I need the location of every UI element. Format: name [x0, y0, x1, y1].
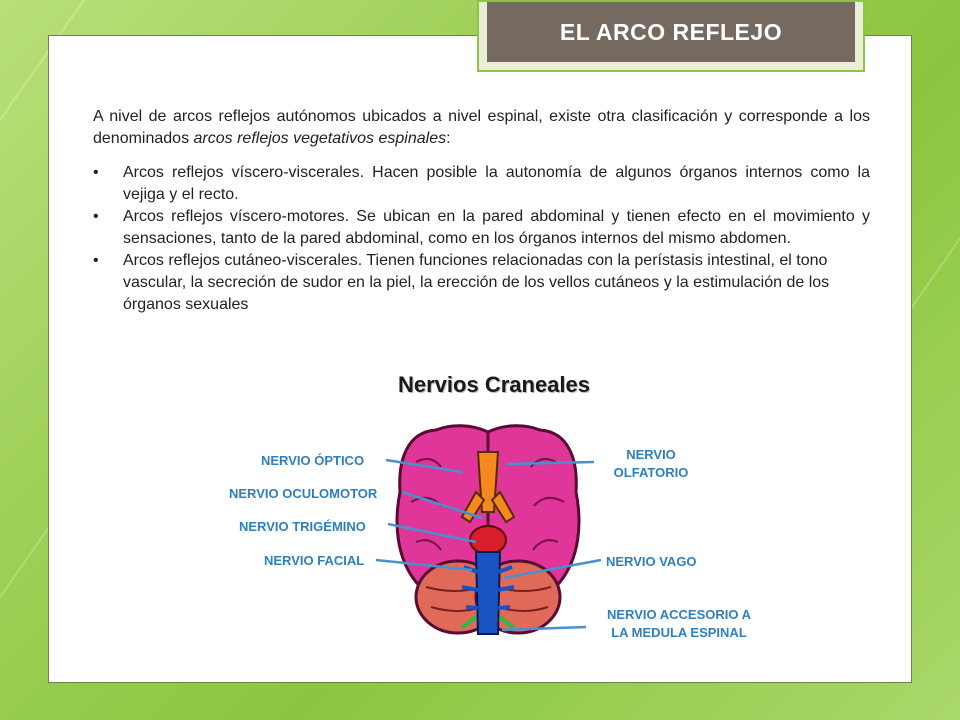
label-nervio-accesorio — [594, 606, 764, 642]
label-nervio-oculomotor: NERVIO OCULOMOTOR — [229, 486, 378, 501]
label-nervio-vago: NERVIO VAGO — [606, 554, 697, 569]
label-olfatorio-line1: NERVIO — [626, 447, 676, 462]
label-nervio-optico: NERVIO ÓPTICO — [261, 453, 365, 468]
cranial-nerves-figure — [226, 372, 766, 662]
bullet-item — [93, 206, 870, 250]
label-accesorio-line1: NERVIO ACCESORIO A — [607, 607, 751, 622]
bullet-text: Arcos reflejos víscero-motores. Se ubican en la pared abdominal y tienen efecto en el movimiento y sensaciones, tanto de la pared abdominal, como en los órganos internos del mismo abdomen. — [123, 208, 870, 247]
bullet-list — [93, 162, 870, 316]
slide-body — [93, 106, 870, 316]
bullet-text: Arcos reflejos víscero-viscerales. Hacen posible la autonomía de algunos órganos internos como la vejiga y el recto. — [123, 164, 870, 203]
label-nervio-olfatorio — [611, 446, 691, 482]
brain-icon — [397, 426, 579, 634]
figure-title: Nervios Craneales — [398, 372, 590, 397]
intro-paragraph — [93, 106, 870, 150]
intro-emphasis: arcos reflejos vegetativos espinales — [193, 130, 447, 147]
bullet-dot: • — [93, 252, 99, 269]
label-olfatorio-line2: OLFATORIO — [613, 465, 689, 480]
intro-suffix: : — [446, 130, 451, 147]
title-banner-inner — [487, 2, 855, 62]
slide-title: EL ARCO REFLEJO — [559, 18, 783, 45]
label-accesorio-line2: LA MEDULA ESPINAL — [611, 625, 747, 640]
label-nervio-facial: NERVIO FACIAL — [264, 553, 365, 568]
bullet-item — [93, 162, 870, 206]
bullet-dot: • — [93, 164, 99, 181]
bullet-dot: • — [93, 208, 99, 225]
label-nervio-trigemino: NERVIO TRIGÉMINO — [239, 519, 366, 534]
intro-text: A nivel de arcos reflejos autónomos ubicados a nivel espinal, existe otra clasificación y corresponde a los denominados — [93, 108, 870, 147]
title-banner — [477, 0, 865, 72]
bullet-item — [93, 250, 870, 316]
bullet-text: Arcos reflejos cutáneo-viscerales. Tienen funciones relacionadas con la perístasis intestinal, el tono vascular, la secreción de sudor en la piel, la erección de los vellos cutáneos y la estimulación de los órganos sexuales — [123, 252, 830, 313]
